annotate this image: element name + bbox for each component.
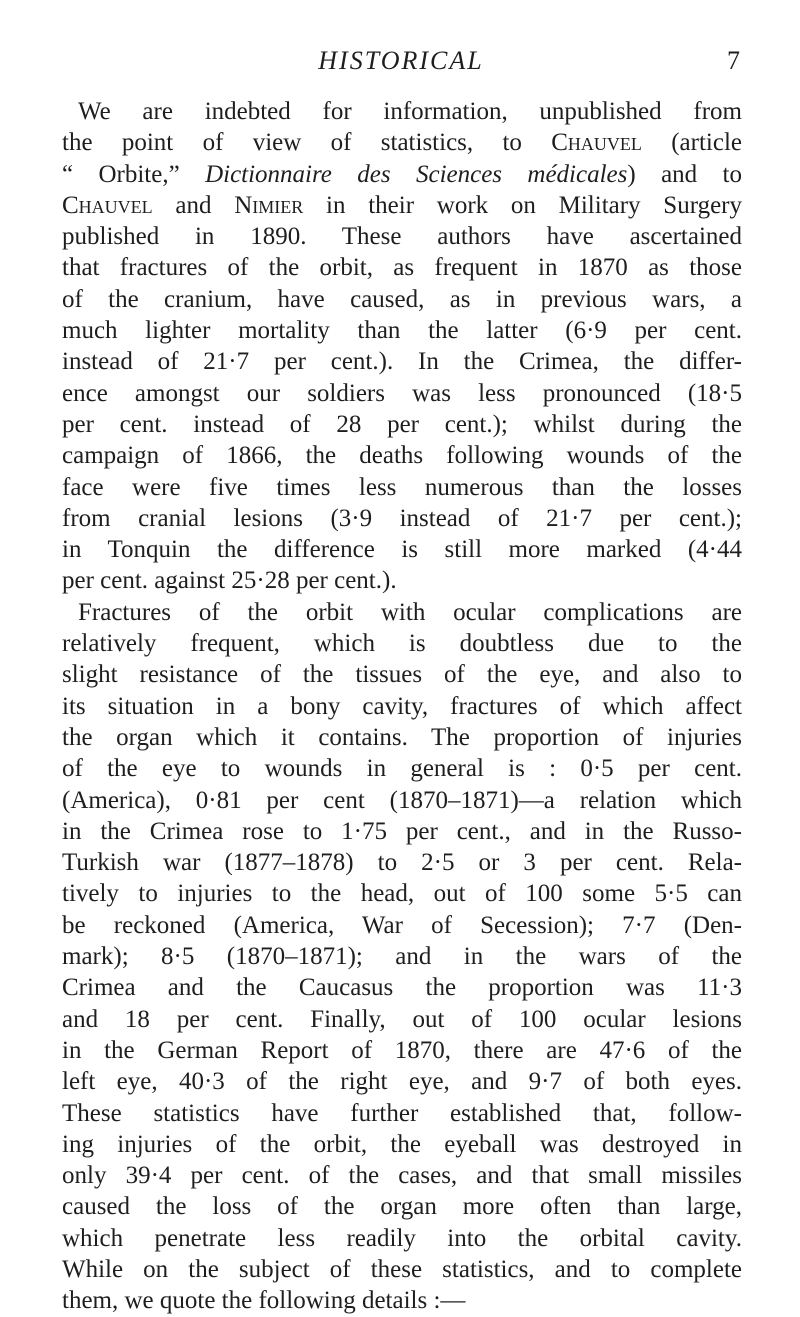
text-segment: in Tonquin the difference is still more marked (4·44 — [62, 536, 742, 564]
text-line — [62, 565, 742, 596]
text-segment: that fractures of the orbit, as frequent in 1870 as those — [62, 254, 742, 282]
text-segment: published in 1890. These authors have ascertained — [62, 223, 742, 251]
work-title: Dictionnaire des Sciences médicales — [205, 160, 628, 188]
page-header — [62, 46, 740, 86]
text-line — [62, 1191, 742, 1222]
text-line — [62, 816, 742, 847]
text-line — [62, 1066, 742, 1097]
text-line — [62, 1223, 742, 1254]
text-line — [62, 315, 742, 346]
text-segment: and — [152, 191, 235, 219]
text-segment: of the eye to wounds in general is : 0·5 per cent. — [62, 755, 742, 783]
text-line — [62, 346, 742, 377]
text-segment: Turkish war (1877–1878) to 2·5 or 3 per cent. Rela- — [62, 849, 742, 877]
text-segment: in the Crimea rose to 1·75 per cent., and in the Russo- — [62, 817, 742, 845]
text-line — [62, 1035, 742, 1066]
text-segment: ) and to — [627, 160, 742, 188]
text-segment: ence amongst our soldiers was less pronounced (18·5 — [62, 379, 742, 407]
text-line — [62, 722, 742, 753]
text-segment: (article — [641, 129, 743, 157]
text-line — [62, 96, 742, 127]
text-segment: them, we quote the following details :— — [62, 1287, 466, 1315]
text-line — [62, 284, 742, 315]
text-segment: and 18 per cent. Finally, out of 100 ocular lesions — [62, 1005, 742, 1033]
text-segment: While on the subject of these statistics, and to complete — [62, 1255, 742, 1283]
text-segment: much lighter mortality than the latter (6·9 per cent. — [62, 317, 742, 345]
text-segment: be reckoned (America, War of Secession); 7·7 (Den- — [62, 911, 742, 939]
text-line — [62, 378, 742, 409]
text-line — [62, 1285, 742, 1316]
text-segment: Crimea and the Caucasus the proportion was 11·3 — [62, 974, 742, 1002]
text-line — [62, 252, 742, 283]
text-line — [62, 472, 742, 503]
text-segment: the organ which it contains. The proportion of injuries — [62, 723, 742, 751]
text-line — [62, 534, 742, 565]
text-segment: in the German Report of 1870, there are 47·6 of the — [62, 1036, 742, 1064]
text-segment: “ Orbite,” — [62, 160, 206, 188]
text-line — [62, 159, 742, 190]
author-name: Nimier — [234, 191, 304, 219]
text-segment: which penetrate less readily into the orbital cavity. — [62, 1224, 742, 1252]
text-segment: the point of view of statistics, to — [62, 129, 552, 157]
text-segment: in their work on Military Surgery — [303, 191, 742, 219]
text-line — [62, 628, 742, 659]
text-segment: per cent. instead of 28 per cent.); whilst during the — [62, 410, 742, 438]
text-line — [62, 221, 742, 252]
text-line — [62, 785, 742, 816]
text-segment: of the cranium, have caused, as in previous wars, a — [62, 285, 742, 313]
text-segment: These statistics have further established that, follow- — [62, 1099, 742, 1127]
running-title: HISTORICAL — [318, 46, 484, 75]
text-line — [62, 1160, 742, 1191]
text-segment: its situation in a bony cavity, fractures of which affect — [62, 692, 742, 720]
text-line — [62, 941, 742, 972]
author-name: Chauvel — [551, 129, 642, 157]
text-segment: slight resistance of the tissues of the eye, and also to — [62, 661, 742, 689]
text-line — [62, 503, 742, 534]
text-line — [62, 972, 742, 1003]
text-line — [62, 1098, 742, 1129]
text-line — [62, 878, 742, 909]
text-segment: instead of 21·7 per cent.). In the Crimea, the differ- — [62, 348, 742, 376]
text-line — [62, 190, 742, 221]
text-segment: face were five times less numerous than the losses — [62, 473, 742, 501]
text-segment: (America), 0·81 per cent (1870–1871)—a relation which — [62, 786, 742, 814]
text-segment: ing injuries of the orbit, the eyeball was destroyed in — [62, 1130, 742, 1158]
text-line — [62, 597, 742, 628]
text-line — [62, 753, 742, 784]
text-line — [62, 440, 742, 471]
text-line — [62, 847, 742, 878]
text-line — [62, 659, 742, 690]
text-segment: per cent. against 25·28 per cent.). — [62, 567, 397, 595]
text-segment: from cranial lesions (3·9 instead of 21·7 per cent.); — [62, 504, 742, 532]
text-segment: only 39·4 per cent. of the cases, and that small missiles — [62, 1162, 742, 1190]
body-text — [62, 96, 742, 1317]
text-segment: We are indebted for information, unpublished from — [78, 98, 742, 125]
page-number: 7 — [727, 46, 740, 75]
text-segment: campaign of 1866, the deaths following wounds of the — [62, 442, 742, 470]
text-segment: tively to injuries to the head, out of 100 some 5·5 can — [62, 880, 742, 908]
text-segment: left eye, 40·3 of the right eye, and 9·7 of both eyes. — [62, 1068, 742, 1096]
text-line — [62, 127, 742, 158]
text-line — [62, 691, 742, 722]
text-segment: mark); 8·5 (1870–1871); and in the wars of the — [62, 943, 742, 971]
text-segment: caused the loss of the organ more often than large, — [62, 1193, 742, 1221]
text-line — [62, 1004, 742, 1035]
text-line — [62, 1254, 742, 1285]
text-segment: relatively frequent, which is doubtless due to the — [62, 630, 742, 658]
text-line — [62, 1129, 742, 1160]
text-line — [62, 910, 742, 941]
author-name: Chauvel — [62, 191, 153, 219]
text-line — [62, 409, 742, 440]
text-segment: Fractures of the orbit with ocular complications are — [78, 598, 742, 626]
